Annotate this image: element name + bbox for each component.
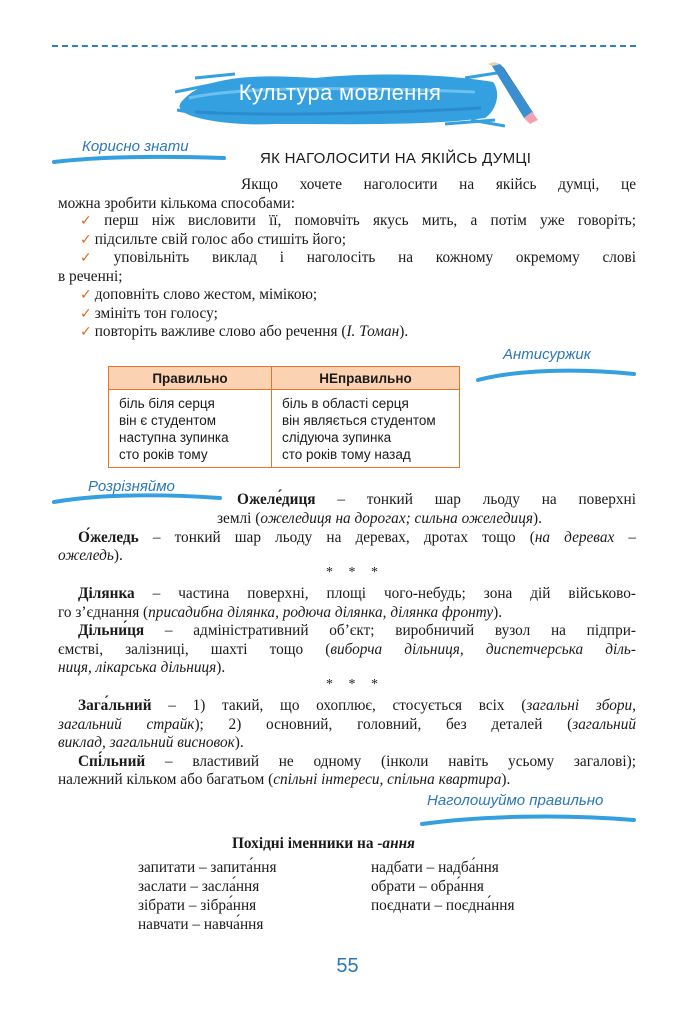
- table-correct-column: [109, 390, 272, 468]
- paronym-ozheled: О́желедь – тонкий шар льоду на деревах, дротах тощо (на деревах –: [78, 529, 636, 546]
- table-cell: біль біля серця: [119, 396, 215, 411]
- check-icon: ✓: [80, 213, 102, 229]
- paronym-zahalnyi-cont: загальний страйк); 2) основний, головний, без деталей (загальний: [58, 716, 636, 733]
- paronym-ozheled-cont: ожеледь).: [58, 547, 123, 564]
- check-icon: ✓: [80, 324, 92, 340]
- emphasis-item-5: ✓ змініть тон голосу;: [80, 305, 218, 322]
- paronym-spilnyi-cont: належний кільком або багатьом (спільні інтереси, спільна квартира).: [58, 771, 511, 788]
- paronym-zahalnyi-cont-2: виклад, загальний висновок).: [58, 734, 244, 751]
- paronym-dilnytsia-cont: ємстві, залізниці, шахті тощо (виборча дільниця, диспетчерська діль-: [58, 641, 636, 658]
- section-underline-useful: [52, 154, 227, 166]
- paronym-zahalnyi: Зага́льний – 1) такий, що охоплює, стосується всіх (загальні збори,: [78, 697, 637, 714]
- list-item: зібрати – зібра́ння: [138, 897, 257, 914]
- nouns-heading: Похідні іменники на -ання: [232, 835, 415, 852]
- paronym-ozheledytsia-cont: землі (ожеледиця на дорогах; сильна ожеледиця).: [217, 510, 542, 527]
- section-underline-antisurzhyk: [476, 364, 636, 384]
- list-item: надбати – надба́ння: [371, 859, 499, 876]
- section-label-stress: Наголошуймо правильно: [427, 792, 604, 809]
- section-label-useful: Корисно знати: [82, 138, 189, 155]
- table-wrong-column: [272, 390, 460, 468]
- table-cell: наступна зупинка: [119, 430, 229, 445]
- paronym-dilianka: Ділянка – частина поверхні, площі чого-небудь; зона дій військово-: [78, 585, 636, 602]
- emphasis-item-1: ✓ перш ніж висловити її, помовчіть якусь мить, а потім уже говоріть;: [80, 212, 636, 229]
- banner-title: Культура мовлення: [238, 80, 442, 105]
- table-cell: сто років тому: [119, 447, 208, 462]
- section-label-distinguish: Розрізняймо: [88, 478, 175, 495]
- list-item: запитати – запита́ння: [138, 859, 277, 876]
- list-item: обрати – обра́ння: [371, 878, 484, 895]
- emphasis-item-3: ✓ уповільніть виклад і наголосіть на кожному окремому слові: [80, 249, 636, 266]
- list-item: поєднати – поєдна́ння: [371, 897, 515, 914]
- top-dashed-rule: [52, 45, 636, 47]
- paronym-dilnytsia-cont-2: ниця, лікарська дільниця).: [58, 659, 226, 676]
- pencil-icon: [486, 62, 544, 128]
- emphasis-heading: ЯК НАГОЛОСИТИ НА ЯКІЙСЬ ДУМЦІ: [260, 150, 532, 167]
- page-number: 55: [336, 955, 359, 977]
- surzhyk-table: [108, 366, 460, 468]
- table-cell: він являється студентом: [282, 413, 436, 428]
- paronym-dilianka-cont: го з’єднання (присадибна ділянка, родюча ділянка, ділянка фронту).: [58, 604, 503, 621]
- emphasis-item-3-cont: в реченні;: [58, 268, 123, 285]
- table-cell: слідуюча зупинка: [282, 430, 392, 445]
- emphasis-item-6: ✓ повторіть важливе слово або речення (І. Томан).: [80, 323, 409, 340]
- table-header-wrong: НЕправильно: [272, 367, 460, 390]
- separator-stars: * * *: [326, 677, 384, 692]
- separator-stars: * * *: [326, 565, 384, 580]
- section-underline-stress: [420, 810, 636, 830]
- emphasis-item-4: ✓ доповніть слово жестом, мімікою;: [80, 286, 318, 303]
- check-icon: ✓: [80, 306, 92, 322]
- section-underline-distinguish: [52, 492, 222, 506]
- emphasis-intro-line-2: можна зробити кількома способами:: [58, 195, 295, 212]
- paronym-dilnytsia: Дільни́ця – адміністративний об’єкт; виробничий вузол на підпри-: [78, 622, 636, 639]
- list-item: заслати – засла́ння: [138, 878, 260, 895]
- table-cell: він є студентом: [119, 413, 217, 428]
- table-cell: біль в області серця: [282, 396, 409, 411]
- check-icon: ✓: [80, 287, 92, 303]
- paronym-ozheledytsia: Ожеле́диця – тонкий шар льоду на поверхні: [237, 491, 636, 508]
- check-icon: ✓: [80, 250, 111, 266]
- emphasis-item-2: ✓ підсильте свій голос або стишіть його;: [80, 231, 346, 248]
- section-label-antisurzhyk: Антисуржик: [503, 346, 591, 363]
- author-name: І. Томан: [346, 323, 400, 340]
- list-item: навчати – навча́ння: [138, 916, 264, 933]
- table-header-correct: Правильно: [109, 367, 272, 390]
- nouns-right-column: [371, 858, 515, 915]
- emphasis-intro-line-1: Якщо хочете наголосити на якійсь думці, це: [241, 176, 636, 193]
- table-body: [109, 390, 460, 468]
- nouns-left-column: [138, 858, 277, 934]
- paronym-spilnyi: Спі́льний – властивий не одному (інколи навіть усьому загалові);: [78, 753, 636, 770]
- table-cell: сто років тому назад: [282, 447, 411, 462]
- check-icon: ✓: [80, 232, 92, 248]
